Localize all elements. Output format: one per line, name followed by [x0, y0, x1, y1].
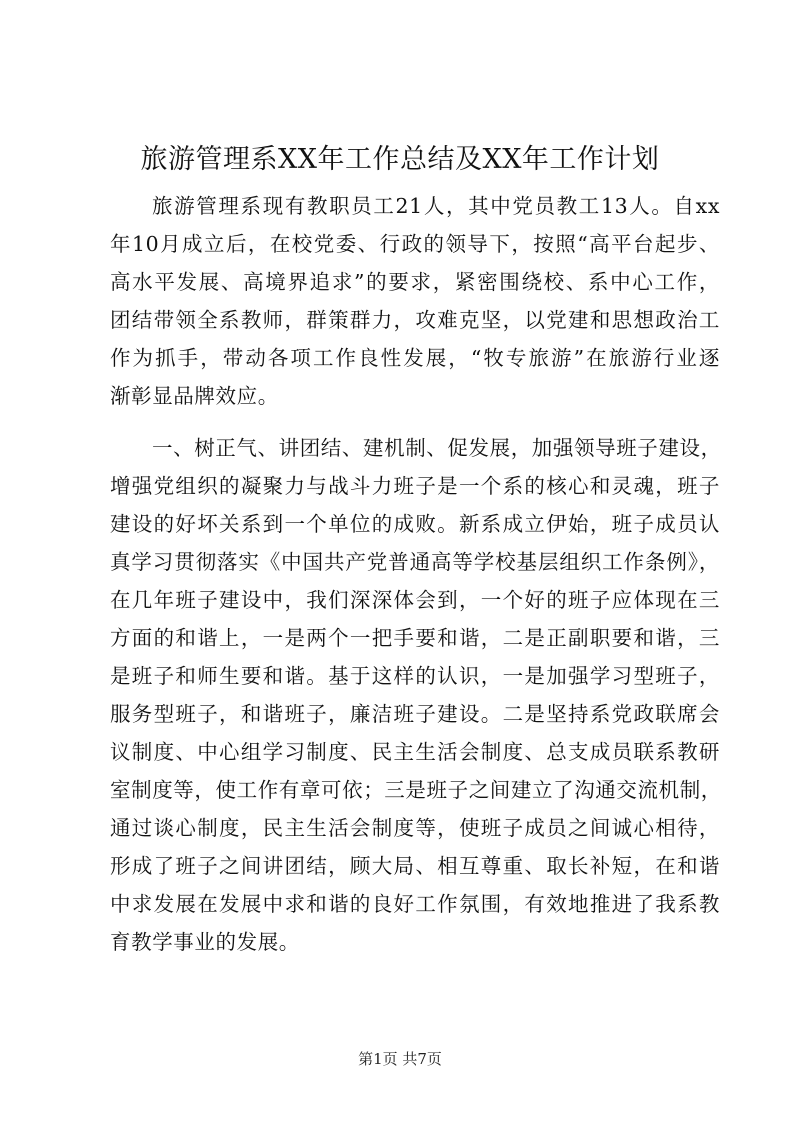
paragraph-1-line: 团结带领全系教师，群策群力，攻难克坚，以党建和思想政治工: [110, 308, 720, 332]
paragraph-1-line: 作为抓手，带动各项工作良性发展，“牧专旅游”在旅游行业逐: [110, 346, 720, 370]
paragraph-2-line: 议制度、中心组学习制度、民主生活会制度、总支成员联系教研: [110, 740, 720, 764]
paragraph-2-line: 服务型班子，和谐班子，廉洁班子建设。二是坚持系党政联席会: [110, 702, 720, 726]
paragraph-1-line: 年10月成立后，在校党委、行政的领导下，按照“高平台起步、: [110, 232, 720, 256]
paragraph-2-line: 育教学事业的发展。: [110, 930, 300, 954]
paragraph-2-line: 中求发展在发展中求和谐的良好工作氛围，有效地推进了我系教: [110, 892, 720, 916]
paragraph-2-line: 增强党组织的凝聚力与战斗力班子是一个系的核心和灵魂，班子: [110, 474, 720, 498]
page-number-footer: 第1页 共7页: [358, 1050, 442, 1068]
paragraph-2-line: 方面的和谐上，一是两个一把手要和谐，二是正副职要和谐，三: [110, 626, 720, 650]
paragraph-1-line: 渐彰显品牌效应。: [110, 384, 279, 408]
paragraph-2-line: 在几年班子建设中，我们深深体会到，一个好的班子应体现在三: [110, 588, 720, 612]
document-title: 旅游管理系XX年工作总结及XX年工作计划: [140, 144, 660, 175]
paragraph-2-line: 真学习贯彻落实《中国共产党普通高等学校基层组织工作条例》，: [110, 550, 720, 574]
paragraph-2-line: 通过谈心制度，民主生活会制度等，使班子成员之间诚心相待，: [110, 816, 720, 840]
paragraph-gap: [110, 415, 720, 429]
document-body: [110, 187, 720, 961]
paragraph-2-line: 建设的好坏关系到一个单位的成败。新系成立伊始，班子成员认: [110, 512, 720, 536]
paragraph-2-line: 是班子和师生要和谐。基于这样的认识，一是加强学习型班子，: [110, 664, 720, 688]
paragraph-2-line: 形成了班子之间讲团结，顾大局、相互尊重、取长补短，在和谐: [110, 854, 720, 878]
paragraph-2-line: 一、树正气、讲团结、建机制、促发展，加强领导班子建设，: [152, 436, 722, 460]
paragraph-1-line: 旅游管理系现有教职员工21人，其中党员教工13人。自xx: [152, 194, 720, 218]
paragraph-1-line: 高水平发展、高境界追求”的要求，紧密围绕校、系中心工作，: [110, 270, 720, 294]
paragraph-2-line: 室制度等，使工作有章可依；三是班子之间建立了沟通交流机制，: [110, 778, 722, 802]
